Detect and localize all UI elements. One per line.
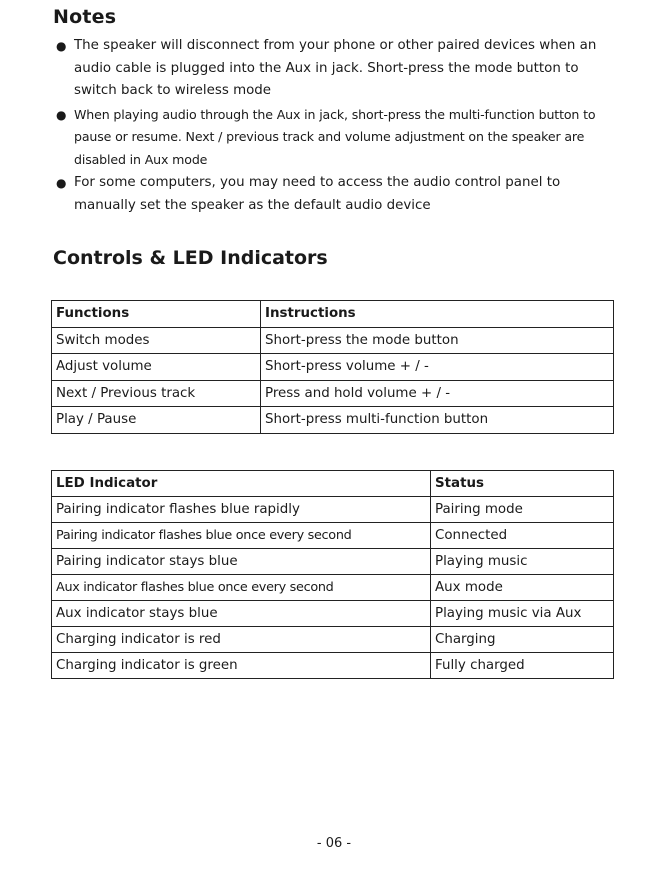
table-cell: Charging indicator is red xyxy=(52,627,431,653)
table-cell: Pairing indicator flashes blue rapidly xyxy=(52,497,431,523)
notes-item xyxy=(53,172,621,217)
table-header-row xyxy=(52,471,614,497)
table-row xyxy=(52,653,614,679)
notes-item-text: When playing audio through the Aux in jack, short-press the multi-function button to pause or resume. Next / previous track and volume adjustment on the speaker are disabled in Aux mode xyxy=(74,106,596,167)
table-cell: Pairing indicator stays blue xyxy=(52,549,431,575)
table-cell: Pairing indicator flashes blue once every second xyxy=(52,523,431,549)
page-number: - 06 - xyxy=(316,836,352,851)
table-cell: Aux indicator flashes blue once every second xyxy=(52,575,431,601)
table-row xyxy=(52,354,614,381)
table-cell: Short-press volume + / - xyxy=(261,354,614,381)
table-cell: Press and hold volume + / - xyxy=(261,380,614,407)
controls-table xyxy=(51,300,614,434)
table-cell: Fully charged xyxy=(431,653,614,679)
column-header: LED Indicator xyxy=(52,471,431,497)
table-cell: Short-press multi-function button xyxy=(261,407,614,434)
table-cell: Aux indicator stays blue xyxy=(52,601,431,627)
table-row xyxy=(52,627,614,653)
table-cell: Playing music via Aux xyxy=(431,601,614,627)
table-row xyxy=(52,327,614,354)
led-indicator-table xyxy=(51,470,614,679)
table-cell: Connected xyxy=(431,523,614,549)
table-cell: Charging indicator is green xyxy=(52,653,431,679)
table-cell: Pairing mode xyxy=(431,497,614,523)
table-cell: Short-press the mode button xyxy=(261,327,614,354)
table-row xyxy=(52,549,614,575)
table-cell: Playing music xyxy=(431,549,614,575)
table-row xyxy=(52,575,614,601)
bullet-icon: ● xyxy=(56,107,67,122)
table-cell: Aux mode xyxy=(431,575,614,601)
table-row xyxy=(52,523,614,549)
notes-item xyxy=(53,35,621,103)
notes-item xyxy=(53,104,621,172)
table-cell: Charging xyxy=(431,627,614,653)
table-row xyxy=(52,407,614,434)
table-cell: Switch modes xyxy=(52,327,261,354)
table-cell: Adjust volume xyxy=(52,354,261,381)
notes-item-text: The speaker will disconnect from your phone or other paired devices when an audio cable is plugged into the Aux in jack. Short-press the mode button to switch back to wireless mode xyxy=(74,38,597,98)
table-row xyxy=(52,601,614,627)
table-row xyxy=(52,497,614,523)
column-header: Instructions xyxy=(261,301,614,328)
controls-heading: Controls & LED Indicators xyxy=(53,247,328,269)
notes-heading: Notes xyxy=(53,6,117,28)
column-header: Functions xyxy=(52,301,261,328)
table-row xyxy=(52,380,614,407)
table-header-row xyxy=(52,301,614,328)
table-cell: Next / Previous track xyxy=(52,380,261,407)
bullet-icon: ● xyxy=(56,39,67,53)
notes-item-text: For some computers, you may need to access the audio control panel to manually set the speaker as the default audio device xyxy=(74,175,561,213)
table-cell: Play / Pause xyxy=(52,407,261,434)
bullet-icon: ● xyxy=(56,176,67,190)
column-header: Status xyxy=(431,471,614,497)
notes-list xyxy=(53,35,621,218)
